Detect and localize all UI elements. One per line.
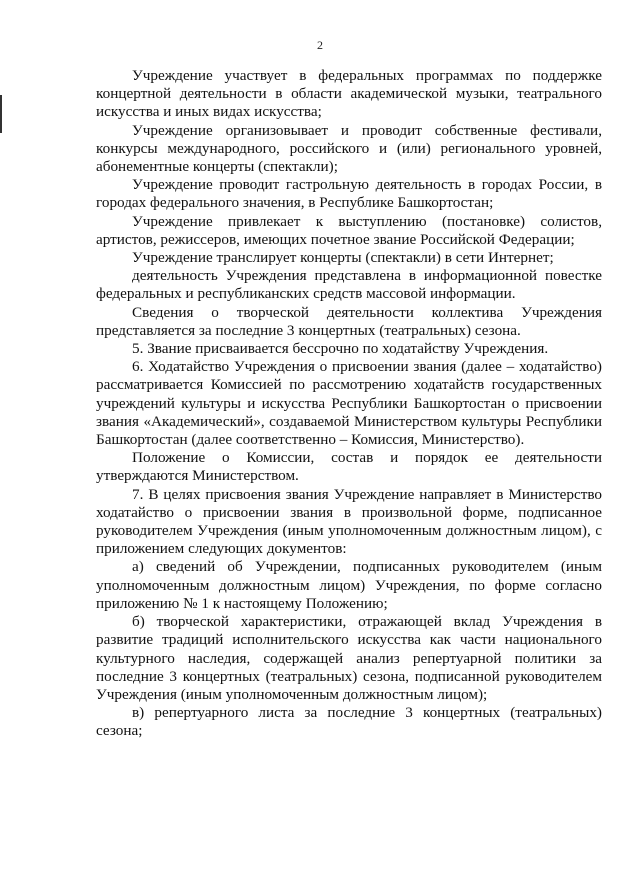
- paragraph: Учреждение привлекает к выступлению (постановке) солистов, артистов, режиссеров, имеющих почетное звание Российской Федерации;: [96, 212, 602, 248]
- paragraph: б) творческой характеристики, отражающей вклад Учреждения в развитие традиций исполнительского искусства как части национального культурного наследия, содержащей анализ репертуарной политики за последние 3 концертных (театральных) сезона, подписанной руководителем Учреждения (иным уполномоченным должностным лицом);: [96, 613, 602, 703]
- paragraph: в) репертуарного листа за последние 3 концертных (театральных) сезона;: [96, 704, 602, 740]
- paragraph: Сведения о творческой деятельности коллектива Учреждения представляется за последние 3 концертных (театральных) сезона.: [96, 303, 602, 339]
- scan-edge-mark: [0, 95, 2, 133]
- paragraph: Положение о Комиссии, состав и порядок ее деятельности утверждаются Министерством.: [96, 449, 602, 485]
- paragraph: 5. Звание присваивается бессрочно по ходатайству Учреждения.: [132, 340, 549, 358]
- paragraph: Учреждение проводит гастрольную деятельность в городах России, в городах федерального значения, в Республике Башкортостан;: [96, 176, 602, 212]
- paragraph: 7. В целях присвоения звания Учреждение направляет в Министерство ходатайство о присвоении звания в произвольной форме, подписанное руководителем Учреждения (иным уполномоченным должностным лицом), с приложением следующих документов:: [96, 485, 602, 558]
- paragraph: Учреждение участвует в федеральных программах по поддержке концертной деятельности в области академической музыки, театрального искусства и иных видах искусства;: [96, 67, 602, 121]
- paragraph: Учреждение транслирует концерты (спектакли) в сети Интернет;: [132, 249, 554, 267]
- paragraph: деятельность Учреждения представлена в информационной повестке федеральных и республиканских средств массовой информации.: [96, 267, 602, 303]
- paragraph: 6. Ходатайство Учреждения о присвоении звания (далее – ходатайство) рассматривается Комиссией по рассмотрению ходатайств государственных учреждений культуры и искусства Республики Башкортостан о присвоении звания «Академический», создаваемой Министерством культуры Республики Башкортостан (далее соответственно – Комиссия, Министерство).: [96, 358, 602, 449]
- page-number: 2: [317, 38, 323, 52]
- paragraph: Учреждение организовывает и проводит собственные фестивали, конкурсы международного, российского и (или) регионального уровней, абонементные концерты (спектакли);: [96, 121, 602, 176]
- document-body: [96, 67, 602, 741]
- paragraph: а) сведений об Учреждении, подписанных руководителем (иным уполномоченным должностным лицом) Учреждения, по форме согласно приложению № 1 к настоящему Положению;: [96, 558, 602, 612]
